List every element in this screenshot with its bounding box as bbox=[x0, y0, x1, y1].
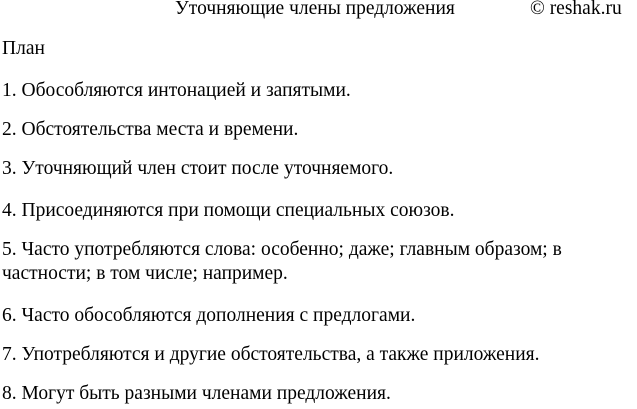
plan-heading: План bbox=[2, 38, 45, 59]
plan-item-3 bbox=[2, 157, 634, 181]
plan-item-text: Уточняющий член стоит после уточняемого. bbox=[21, 158, 394, 179]
plan-item-7 bbox=[2, 343, 634, 367]
plan-item-number: 7. bbox=[2, 344, 22, 365]
plan-item-text: Обстоятельства места и времени. bbox=[21, 119, 299, 140]
plan-item-5 bbox=[2, 238, 634, 286]
plan-item-text: Часто употребляются слова: особенно; даже; главным образом; в частности; в том числе; например. bbox=[2, 239, 562, 284]
topic-title: Уточняющие члены предложения bbox=[175, 0, 455, 19]
plan-item-text: Часто обособляются дополнения с предлогами. bbox=[21, 305, 416, 326]
plan-item-number: 6. bbox=[2, 305, 22, 326]
page-header bbox=[0, 0, 637, 23]
plan-item-text: Присоединяются при помощи специальных союзов. bbox=[21, 200, 455, 221]
watermark-text: © reshak.ru bbox=[530, 0, 622, 19]
plan-item-number: 5. bbox=[2, 239, 22, 260]
plan-item-text: Могут быть разными членами предложения. bbox=[21, 383, 391, 404]
plan-item-number: 8. bbox=[2, 383, 22, 404]
plan-item-number: 1. bbox=[2, 80, 22, 101]
plan-item-number: 2. bbox=[2, 119, 22, 140]
plan-item-text: Употребляются и другие обстоятельства, а также приложения. bbox=[21, 344, 540, 365]
plan-item-2 bbox=[2, 118, 634, 142]
plan-item-6 bbox=[2, 304, 634, 328]
plan-item-1 bbox=[2, 79, 634, 103]
plan-item-number: 4. bbox=[2, 200, 22, 221]
plan-item-number: 3. bbox=[2, 158, 22, 179]
plan-item-4 bbox=[2, 199, 634, 223]
plan-item-text: Обособляются интонацией и запятыми. bbox=[21, 80, 351, 101]
plan-item-8 bbox=[2, 382, 634, 406]
